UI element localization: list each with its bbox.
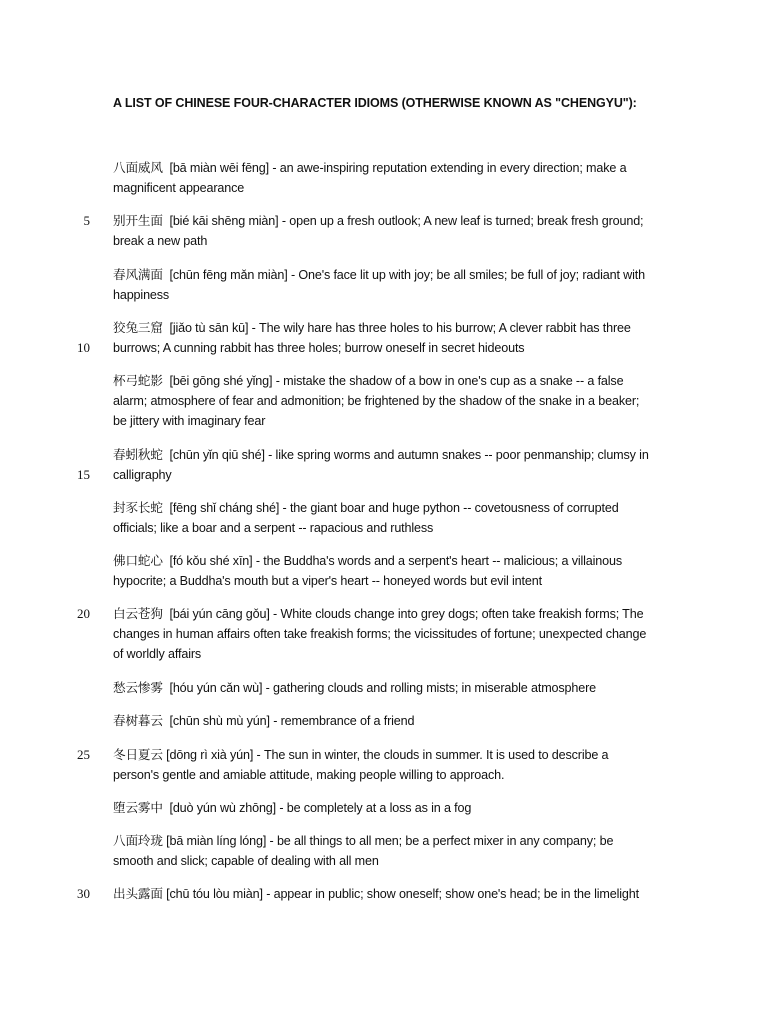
idiom-entry bbox=[113, 211, 653, 251]
idiom-entry bbox=[113, 371, 653, 431]
idiom-hanzi: 封豕长蛇 bbox=[113, 500, 163, 515]
idiom-hanzi: 春蚓秋蛇 bbox=[113, 447, 163, 462]
idiom-hanzi: 白云苍狗 bbox=[113, 606, 163, 621]
line-number: 20 bbox=[77, 606, 90, 621]
idiom-entry bbox=[113, 745, 653, 785]
idiom-definition: [hóu yún cǎn wù] - gathering clouds and rolling mists; in miserable atmosphere bbox=[169, 681, 596, 695]
idiom-hanzi: 愁云惨雾 bbox=[113, 680, 163, 695]
line-number: 15 bbox=[77, 467, 90, 482]
idiom-hanzi: 佛口蛇心 bbox=[113, 553, 163, 568]
idiom-entry bbox=[113, 604, 653, 664]
idiom-hanzi: 八面威风 bbox=[113, 160, 163, 175]
idiom-entry bbox=[113, 498, 653, 538]
idiom-definition: [bā miàn líng lóng] - be all things to all men; be a perfect mixer in any company; be smooth and slick; capable of dealing with all men bbox=[113, 834, 614, 868]
idiom-entry bbox=[113, 678, 653, 698]
idiom-definition: [dōng rì xià yún] - The sun in winter, the clouds in summer. It is used to describe a person's gentle and amiable attitude, making people willing to approach. bbox=[113, 748, 609, 782]
idiom-entry bbox=[113, 158, 653, 198]
idiom-entry bbox=[113, 551, 653, 591]
idiom-entry bbox=[113, 711, 653, 731]
idiom-hanzi: 冬日夏云 bbox=[113, 747, 163, 762]
idiom-definition: [jiǎo tù sān kū] - The wily hare has three holes to his burrow; A clever rabbit has three burrows; A cunning rabbit has three holes; burrow oneself in secret hideouts bbox=[113, 321, 631, 355]
idiom-hanzi: 堕云雾中 bbox=[113, 800, 163, 815]
idiom-entry bbox=[113, 445, 653, 485]
idiom-definition: [fó kǒu shé xīn] - the Buddha's words and a serpent's heart -- malicious; a villainous hypocrite; a Buddha's mouth but a viper's heart -- honeyed words but evil intent bbox=[113, 554, 623, 588]
idiom-definition: [fēng shǐ cháng shé] - the giant boar and huge python -- covetousness of corrupted officials; like a boar and a serpent -- rapacious and ruthless bbox=[113, 501, 619, 535]
idiom-hanzi: 八面玲珑 bbox=[113, 833, 163, 848]
line-number: 30 bbox=[77, 886, 90, 901]
idiom-hanzi: 出头露面 bbox=[113, 886, 163, 901]
idiom-definition: [duò yún wù zhōng] - be completely at a loss as in a fog bbox=[169, 801, 472, 815]
idiom-entry bbox=[113, 831, 653, 871]
idiom-hanzi: 别开生面 bbox=[113, 213, 163, 228]
idiom-definition: [bái yún cāng gǒu] - White clouds change into grey dogs; often take freakish forms; The changes in human affairs often take freakish forms; the vicissitudes of fortune; unexpected change of worldly affairs bbox=[113, 607, 647, 661]
idiom-hanzi: 春树暮云 bbox=[113, 713, 163, 728]
line-number: 10 bbox=[77, 340, 90, 355]
idiom-entry bbox=[113, 265, 653, 305]
idiom-entry bbox=[113, 798, 653, 818]
idiom-hanzi: 杯弓蛇影 bbox=[113, 373, 163, 388]
idiom-definition: [chū tóu lòu miàn] - appear in public; show oneself; show one's head; be in the limelight bbox=[166, 887, 639, 901]
line-number: 5 bbox=[83, 213, 90, 228]
idiom-entry bbox=[113, 884, 653, 904]
idiom-definition: [chūn yǐn qiū shé] - like spring worms and autumn snakes -- poor penmanship; clumsy in calligraphy bbox=[113, 448, 649, 482]
idiom-definition: [chūn shù mù yún] - remembrance of a friend bbox=[169, 714, 415, 728]
document-title: A LIST OF CHINESE FOUR-CHARACTER IDIOMS (OTHERWISE KNOWN AS "CHENGYU"): bbox=[113, 96, 637, 110]
idiom-definition: [bēi gōng shé yǐng] - mistake the shadow of a bow in one's cup as a snake -- a false alarm; atmosphere of fear and admonition; be frightened by the shadow of the snake in a beaker; be jittery with imaginary fear bbox=[113, 374, 640, 428]
idiom-definition: [bié kāi shēng miàn] - open up a fresh outlook; A new leaf is turned; break fresh ground; break a new path bbox=[113, 214, 644, 248]
idiom-hanzi: 春风满面 bbox=[113, 267, 163, 282]
idiom-definition: [chūn fēng mǎn miàn] - One's face lit up with joy; be all smiles; be full of joy; radiant with happiness bbox=[113, 268, 645, 302]
idiom-definition: [bā miàn wēi fēng] - an awe-inspiring reputation extending in every direction; make a magnificent appearance bbox=[113, 161, 627, 195]
line-number: 25 bbox=[77, 747, 90, 762]
idiom-entry bbox=[113, 318, 653, 358]
idiom-hanzi: 狡兔三窟 bbox=[113, 320, 163, 335]
